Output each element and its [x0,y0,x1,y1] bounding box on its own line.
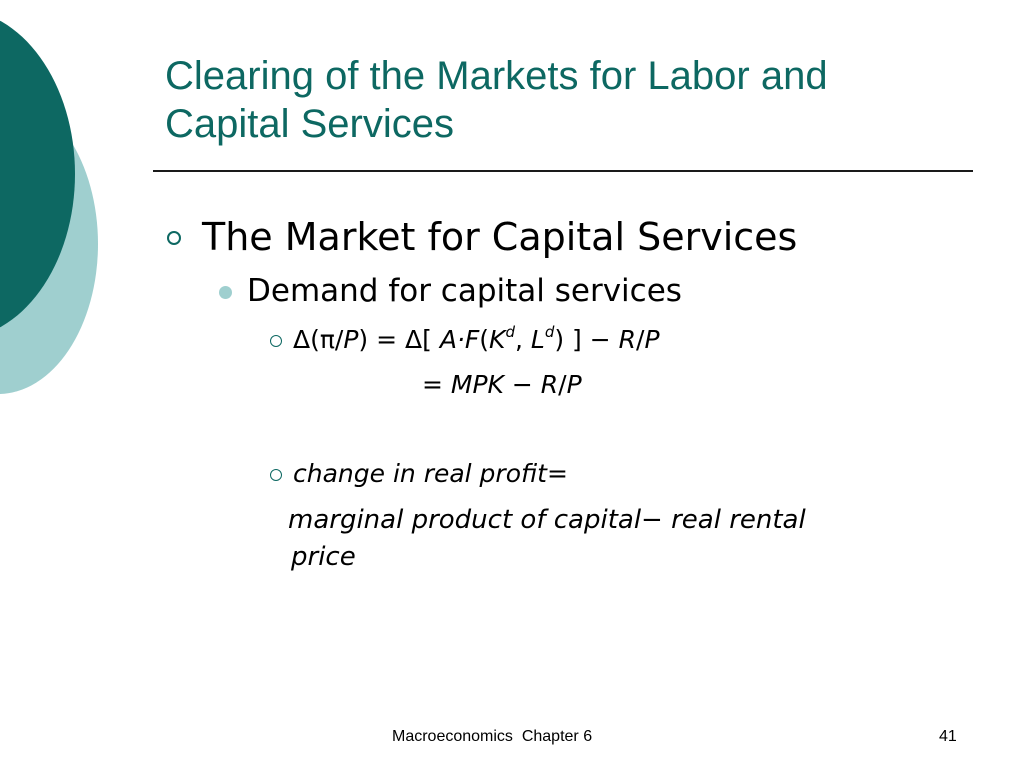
note-line-2: price [291,542,356,572]
hollow-circle-bullet-icon [167,231,181,245]
eq1-superscript: d [505,322,515,341]
eq2-part: MPK [450,370,504,399]
eq1-part: L [530,325,545,354]
note-line-1: marginal product of capital− real rental [288,505,806,535]
eq1-part: K [489,325,506,354]
filled-dot-bullet-icon [219,286,232,299]
eq1-part: ) ] − [554,325,619,354]
slide-title-line-2: Capital Services [165,102,455,146]
eq1-superscript: d [544,322,555,341]
eq1-part: ) = Δ[ [358,325,440,354]
eq1-part: P [644,325,660,354]
eq2-part: R [540,370,559,399]
eq1-part: ( [479,325,490,354]
eq1-part: R [618,325,637,354]
hollow-circle-bullet-icon [270,469,282,481]
eq1-part: / [636,325,645,354]
note-heading: change in real profit= [293,459,568,488]
eq2-part: − [503,370,541,399]
hollow-circle-bullet-icon [270,335,282,347]
equation-line-2 [422,369,582,401]
bullet-level1-text: The Market for Capital Services [202,215,798,259]
slide-title [165,52,985,148]
slide-title-line-1: Clearing of the Markets for Labor and [165,54,828,98]
bullet-level2-text: Demand for capital services [247,273,682,309]
eq1-part: Δ(π/ [293,325,344,354]
eq1-part: , [514,325,531,354]
eq1-part: A·F [439,325,480,354]
title-divider [153,170,973,172]
footer-page-number: 41 [939,728,957,745]
eq2-part: / [558,370,567,399]
equation-line-1 [293,324,660,356]
eq2-part: = [422,370,451,399]
eq2-part: P [566,370,582,399]
eq1-part: P [343,325,359,354]
footer-chapter-label: Macroeconomics Chapter 6 [392,728,593,745]
